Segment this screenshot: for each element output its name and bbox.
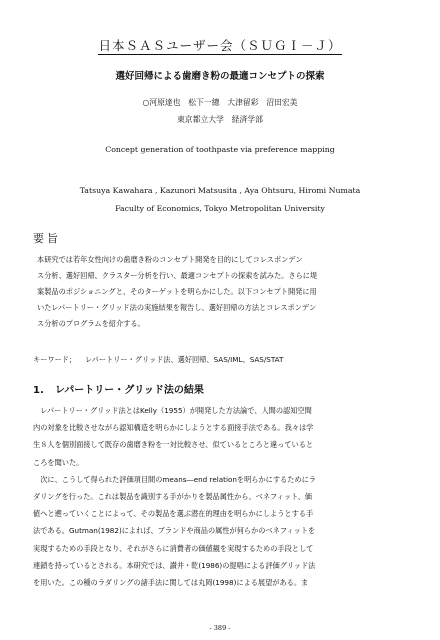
keywords-value: レパートリー・グリッド法、選好回帰、SAS/IML、SAS/STAT [85,355,284,364]
paper-title-english: Concept generation of toothpaste via preference mapping [105,145,335,154]
section-title: レパートリー・グリッド法の結果 [55,385,204,396]
body-line: 法である。Gutman(1982)によれば、ブランドや商品の属性が何らかのベネフィットを [33,526,316,536]
abstract-line: 本研究では若年女性向けの歯磨き粉のコンセプト開発を目的にしてコレスポンデン [37,255,303,264]
body-line: ダリングを行った。これは製品を識別する手がかりを製品属性から、ベネフィット、価 [33,491,312,501]
authors-english: Tatsuya Kawahara , Kazunori Matsusita , Aya Ohtsuru, Hiromi Numata [79,186,361,195]
abstract-line: ス分析、選好回帰、クラスター分析を行い、最適コンセプトの探索を試みた。さらに堤 [37,271,318,280]
conference-title-text: 日本ＳＡＳユーザー会（ＳＵＧＩ－Ｊ） [98,38,342,53]
section-body [33,402,418,591]
paper-title-japanese: 選好回帰による歯磨き粉の最適コンセプトの探索 [115,71,325,82]
affiliation-english: Faculty of Economics, Tokyo Metropolitan University [115,204,325,213]
abstract-line: 案製品のポジショニングと、そのターゲットを明らかにした。以下コンセプト開発に用 [37,287,317,296]
conference-title [0,36,440,54]
section-heading [33,381,204,396]
abstract-body [37,252,415,332]
body-line: を用いた。この種のラダリングの諸手法に関しては丸岡(1998)による展望がある。ま [33,577,309,587]
abstract-line: いたレパートリー・グリッド法の実施結果を報告し、選好回帰の方法とコレスポンデン [37,303,317,312]
keywords-label: キーワード； [33,355,77,364]
body-line: 生８人を個別面接して既存の歯磨き粉を一対比較させ、似ているところと違っていると [33,440,314,450]
keywords [33,355,413,365]
body-line: 実現するための手段となり、それがさらに消費者の価値観を実現するための手段として [33,543,314,553]
body-line: 内の対象を比較させながら認知構造を明らかにしようとする面接手法である。我々は学 [33,423,314,433]
body-line: 次に、こうして得られた評価項目間のmeans―end relationを明らかにするためにラ [33,474,316,484]
body-line: 値へと遡っていくことによって、その製品を選ぶ潜在的理由を明らかにしようとする手 [33,509,314,519]
body-line: レパートリー・グリッド法とはKelly（1955）が開発した方法論で、人間の認知空間 [33,406,312,415]
affiliation-japanese: 東京都立大学 経済学部 [177,115,263,124]
body-line: 連鎖を持っているとされる。本研究では、讃井・乾(1986)の提唱による評価グリッド法 [33,560,316,570]
section-number: 1. [33,385,44,396]
page-number: - 389 - [209,624,231,632]
abstract-heading: 要旨 [33,232,61,245]
authors-japanese: ○河原達也 松下一總 大津留彩 沼田宏美 [142,98,298,107]
abstract-line: ス分析のプログラムを紹介する。 [37,319,145,328]
body-line: ころを聞いた。 [33,457,84,467]
